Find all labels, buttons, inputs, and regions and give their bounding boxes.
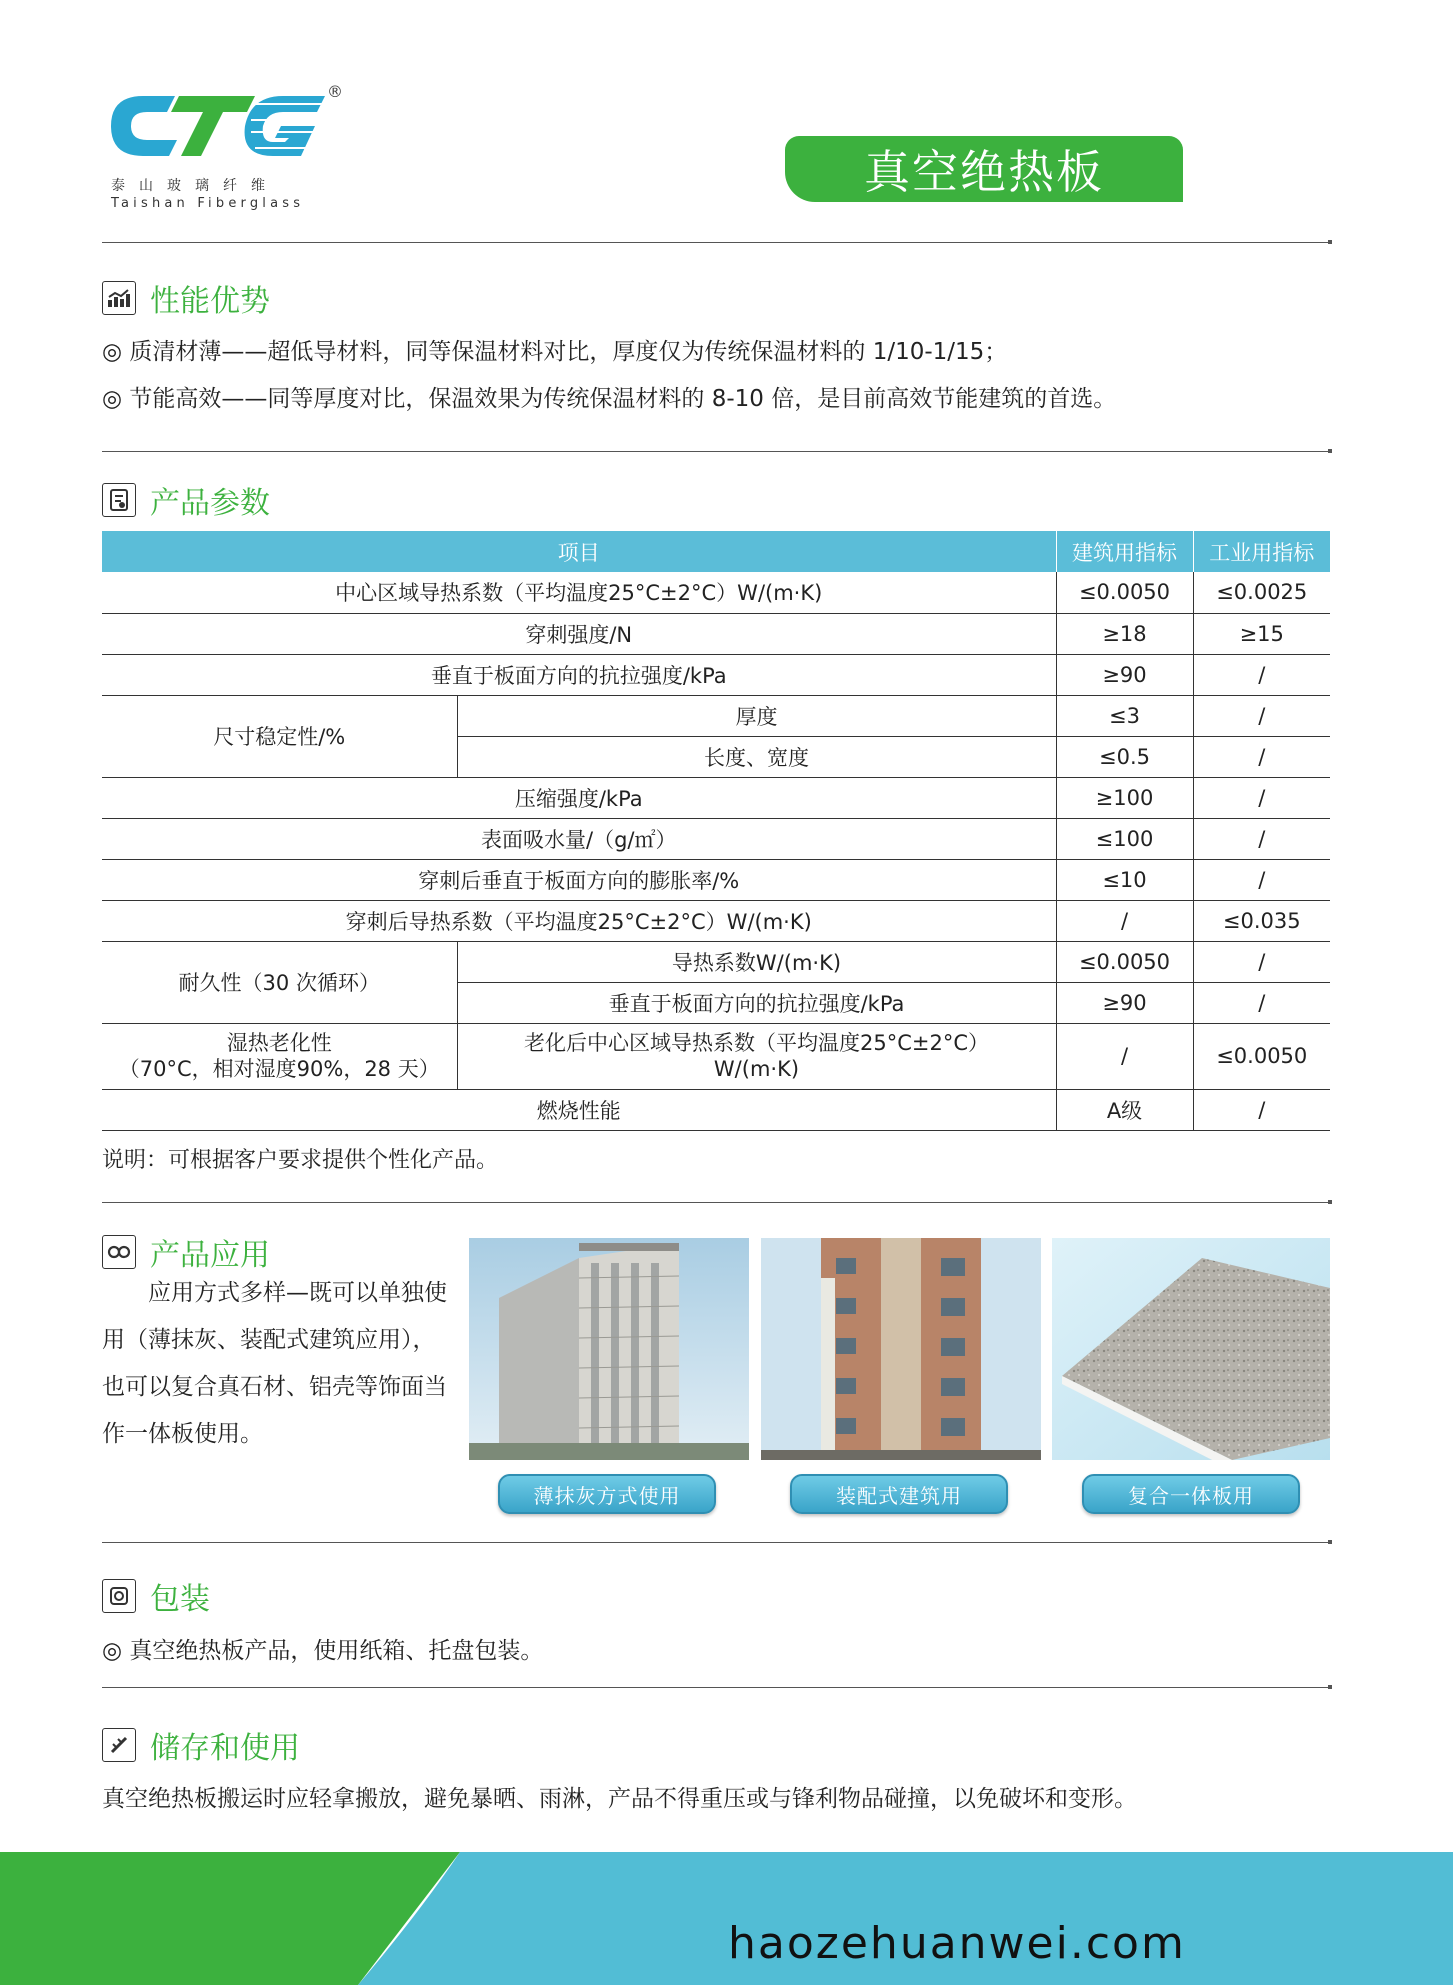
table-row [102, 900, 1330, 941]
section-heading-application [102, 1230, 270, 1274]
registered-mark: ® [327, 82, 343, 101]
industrial-cell: / [1193, 859, 1330, 900]
thin-plaster-building-image [469, 1238, 749, 1460]
building-cell: / [1056, 900, 1193, 941]
table-row [102, 572, 1330, 613]
prefab-building-button[interactable]: 装配式建筑用 [790, 1474, 1008, 1514]
item-cell: 表面吸水量/（g/㎡） [102, 818, 1056, 859]
table-row [102, 818, 1330, 859]
section-heading-advantages [102, 276, 270, 320]
group-line: 湿热老化性 [226, 1030, 332, 1055]
group-cell: 耐久性（30 次循环） [102, 941, 457, 1023]
table-note: 说明：可根据客户要求提供个性化产品。 [102, 1148, 499, 1173]
thin-plaster-button[interactable]: 薄抹灰方式使用 [498, 1474, 716, 1514]
ctg-logo-icon [105, 82, 327, 168]
building-cell: ≥90 [1056, 654, 1193, 695]
table-row [102, 941, 1330, 982]
item-cell: 导热系数W/(m·K) [457, 941, 1056, 982]
building-cell: A级 [1056, 1089, 1193, 1130]
building-cell: ≤100 [1056, 818, 1193, 859]
header-industrial: 工业用指标 [1193, 531, 1330, 572]
industrial-cell: ≤0.0025 [1193, 572, 1330, 613]
industrial-cell: ≤0.035 [1193, 900, 1330, 941]
link-icon [102, 1235, 136, 1269]
table-row [102, 695, 1330, 736]
item-cell: 中心区域导热系数（平均温度25°C±2°C）W/(m·K) [102, 572, 1056, 613]
tools-icon [102, 1728, 136, 1762]
group-line: （70°C，相对湿度90%，28 天） [118, 1057, 440, 1081]
table-row [102, 613, 1330, 654]
prefab-building-image [761, 1238, 1041, 1460]
item-line: W/(m·K) [713, 1057, 800, 1081]
industrial-cell: / [1193, 777, 1330, 818]
building-cell: ≥18 [1056, 613, 1193, 654]
industrial-cell: / [1193, 736, 1330, 777]
table-header-row [102, 531, 1330, 572]
item-cell: 燃烧性能 [102, 1089, 1056, 1130]
item-cell: 垂直于板面方向的抗拉强度/kPa [102, 654, 1056, 695]
building-cell: ≤0.5 [1056, 736, 1193, 777]
section-heading-storage [102, 1723, 300, 1767]
storage-line: 真空绝热板搬运时应轻拿搬放，避免暴晒、雨淋，产品不得重压或与锋利物品碰撞，以免破坏和变形。 [102, 1786, 1137, 1812]
table-row [102, 1089, 1330, 1130]
group-cell [102, 1023, 457, 1089]
table-row [102, 777, 1330, 818]
divider [102, 451, 1330, 452]
brand-logo [105, 82, 355, 212]
item-cell: 穿刺后垂直于板面方向的膨胀率/% [102, 859, 1056, 900]
composite-panel-image [1052, 1238, 1330, 1460]
footer-url: haozehuanwei.com [728, 1918, 1186, 1969]
header-item: 项目 [102, 531, 1056, 572]
section-title: 储存和使用 [150, 1731, 300, 1766]
item-cell: 厚度 [457, 695, 1056, 736]
brand-name-cn: 泰山玻璃纤维 [111, 178, 279, 194]
header-building: 建筑用指标 [1056, 531, 1193, 572]
params-table [102, 531, 1330, 1131]
item-cell: 穿刺后导热系数（平均温度25°C±2°C）W/(m·K) [102, 900, 1056, 941]
item-cell: 长度、宽度 [457, 736, 1056, 777]
industrial-cell: / [1193, 695, 1330, 736]
chart-icon [102, 281, 136, 315]
application-description: 应用方式多样—既可以单独使用（薄抹灰、装配式建筑应用），也可以复合真石材、铝壳等饰面当作一体板使用。 [102, 1280, 447, 1447]
document-icon [102, 483, 136, 517]
item-cell: 压缩强度/kPa [102, 777, 1056, 818]
group-cell: 尺寸稳定性/% [102, 695, 457, 777]
industrial-cell: / [1193, 982, 1330, 1023]
industrial-cell: ≥15 [1193, 613, 1330, 654]
item-cell: 垂直于板面方向的抗拉强度/kPa [457, 982, 1056, 1023]
table-row [102, 859, 1330, 900]
industrial-cell: ≤0.0050 [1193, 1023, 1330, 1089]
advantage-line-2: ◎ 节能高效——同等厚度对比，保温效果为传统保温材料的 8-10 倍，是目前高效节能建筑的首选。 [102, 386, 1117, 412]
advantage-line-1: ◎ 质清材薄——超低导材料，同等保温材料对比，厚度仅为传统保温材料的 1/10-1/15； [102, 339, 1008, 365]
industrial-cell: / [1193, 941, 1330, 982]
item-cell [457, 1023, 1056, 1089]
building-cell: ≥90 [1056, 982, 1193, 1023]
building-cell: ≥100 [1056, 777, 1193, 818]
composite-panel-button[interactable]: 复合一体板用 [1082, 1474, 1300, 1514]
building-cell: ≤0.0050 [1056, 572, 1193, 613]
packaging-line: ◎ 真空绝热板产品，使用纸箱、托盘包装。 [102, 1638, 544, 1664]
section-title: 包装 [150, 1582, 210, 1617]
item-line: 老化后中心区域导热系数（平均温度25°C±2°C） [523, 1030, 989, 1055]
footer-band [0, 1852, 1453, 1985]
box-icon [102, 1579, 136, 1613]
building-cell: ≤0.0050 [1056, 941, 1193, 982]
section-heading-packaging [102, 1574, 210, 1618]
industrial-cell: / [1193, 818, 1330, 859]
brand-name-en: Taishan Fiberglass [111, 196, 305, 211]
divider [102, 1202, 1330, 1203]
building-cell: ≤3 [1056, 695, 1193, 736]
section-title: 性能优势 [150, 284, 270, 319]
page-title: 真空绝热板 [785, 136, 1183, 202]
item-cell: 穿刺强度/N [102, 613, 1056, 654]
industrial-cell: / [1193, 1089, 1330, 1130]
section-title: 产品参数 [150, 486, 270, 521]
industrial-cell: / [1193, 654, 1330, 695]
divider [102, 242, 1330, 243]
section-heading-params [102, 478, 270, 522]
table-row [102, 1023, 1330, 1089]
divider [102, 1687, 1330, 1688]
section-title: 产品应用 [150, 1238, 270, 1273]
table-row [102, 654, 1330, 695]
divider [102, 1542, 1330, 1543]
building-cell: ≤10 [1056, 859, 1193, 900]
building-cell: / [1056, 1023, 1193, 1089]
